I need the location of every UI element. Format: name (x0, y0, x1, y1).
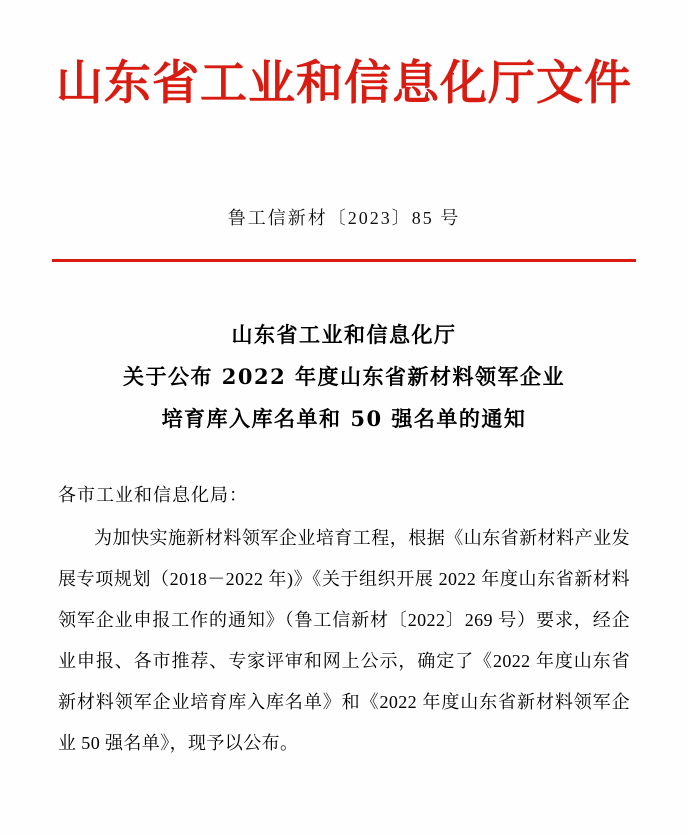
title-line-3: 培育库入库名单和 50 强名单的通知 (161, 405, 527, 431)
masthead (0, 0, 688, 112)
salutation: 各市工业和信息化局： (58, 484, 248, 505)
red-divider-rule (52, 259, 636, 262)
title-line-1: 山东省工业和信息化厅 (231, 321, 457, 347)
document-number: 鲁工信新材〔2023〕85 号 (227, 208, 461, 229)
body-paragraph-1: 为加快实施新材料领军企业培育工程，根据《山东省新材料产业发展专项规划（2018－2022 年)》《关于组织开展 2022 年度山东省新材料领军企业申报工作的通知》（鲁工信新材〔2022〕269 号）要求，经企业申报、各市推荐、专家评审和网上公示，确定了《2022 年度山东省新材料领军企业培育库入库名单》和《2022 年度山东省新材料领军企业 50 强名单》，现予以公布。 (58, 527, 630, 753)
title-line-2: 关于公布 2022 年度山东省新材料领军企业 (122, 363, 566, 389)
masthead-title: 山东省工业和信息化厅文件 (56, 56, 632, 111)
document-body (58, 478, 630, 764)
document-title (0, 314, 688, 440)
